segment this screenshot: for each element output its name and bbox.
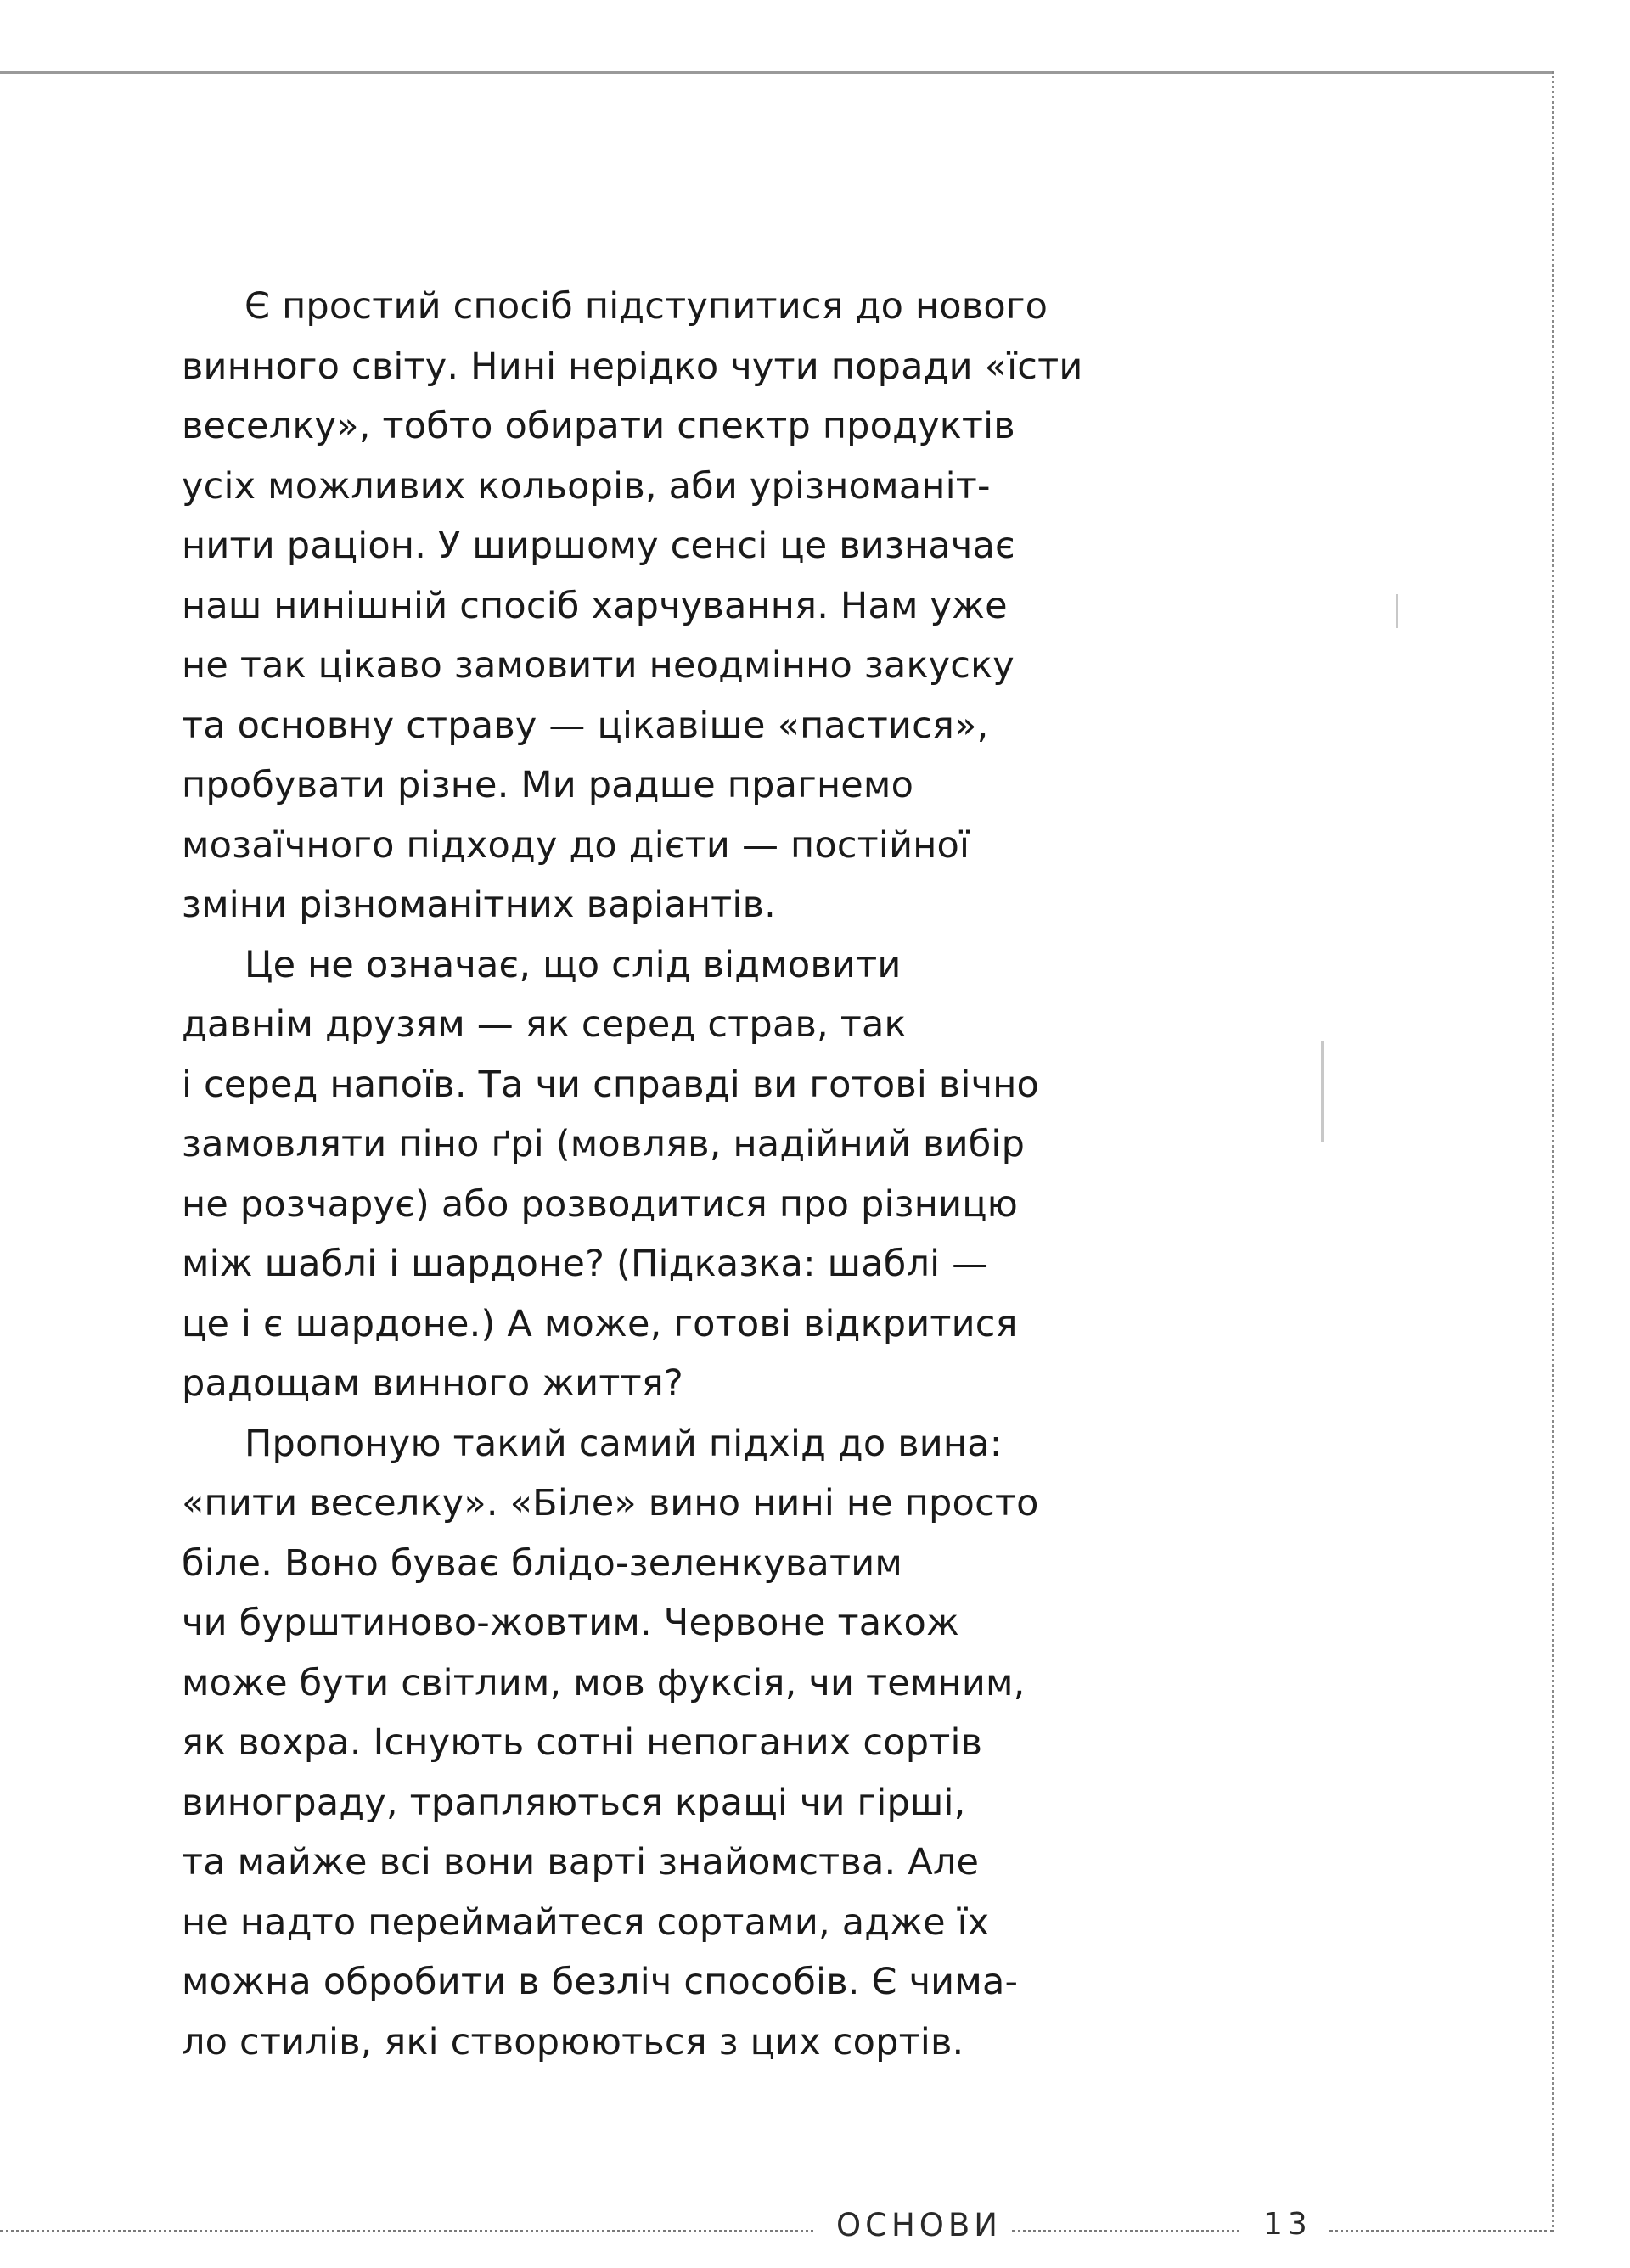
page-number: 13 xyxy=(1263,2207,1312,2242)
text-line: Є простий спосіб підступитися до нового xyxy=(244,285,1048,328)
text-line: наш нинішній спосіб харчування. Нам уже xyxy=(182,584,1008,627)
text-line: давнім друзям — як серед страв, так xyxy=(182,1003,907,1046)
text-line: та майже всі вони варті знайомства. Але xyxy=(182,1841,980,1883)
text-line: «пити веселку». «Біле» вино нині не просто xyxy=(182,1482,1039,1524)
body-text xyxy=(182,277,1083,2072)
text-line: винного світу. Нині нерідко чути поради «їсти xyxy=(182,345,1083,388)
text-line: біле. Воно буває блідо-зеленкуватим xyxy=(182,1541,902,1585)
footer-rule-middle xyxy=(1012,2230,1239,2232)
footer-rule-left xyxy=(0,2230,813,2232)
text-line: Пропоную такий самий підхід до вина: xyxy=(244,1422,1003,1465)
text-line: мозаїчного підходу до дієти — постійної xyxy=(182,823,970,867)
text-line: нити раціон. У ширшому сенсі це визначає xyxy=(182,525,1015,567)
scan-speck xyxy=(1321,1041,1324,1142)
text-line: Це не означає, що слід відмовити xyxy=(244,943,902,986)
text-line: як вохра. Існують сотні непоганих сортів xyxy=(182,1721,983,1764)
text-line: зміни різноманітних варіантів. xyxy=(182,884,776,926)
paragraph-3 xyxy=(182,1414,1065,2073)
scan-speck xyxy=(1396,594,1398,628)
text-line: замовляти піно ґрі (мовляв, надійний вибір xyxy=(182,1123,1026,1165)
running-footer-section: ОСНОВИ xyxy=(836,2207,1002,2243)
page-right-border xyxy=(1552,71,1554,2227)
footer-rule-right xyxy=(1329,2230,1554,2232)
text-line: чи бурштиново-жовтим. Червоне також xyxy=(182,1602,959,1644)
text-line: можна обробити в безліч способів. Є чима- xyxy=(182,1961,1019,2003)
text-line: винограду, трапляються кращі чи гірші, xyxy=(182,1781,966,1824)
text-line: не так цікаво замовити неодмінно закуску xyxy=(182,644,1015,687)
text-line: радощам винного життя? xyxy=(182,1362,683,1405)
page-top-border xyxy=(0,71,1554,74)
text-line: пробувати різне. Ми радше прагнемо xyxy=(182,764,914,806)
text-line: може бути світлим, мов фуксія, чи темним, xyxy=(182,1661,1026,1704)
text-line: не надто переймайтеся сортами, адже їх xyxy=(182,1900,990,1944)
text-line: і серед напоїв. Та чи справді ви готові вічно xyxy=(182,1063,1040,1106)
text-line: усіх можливих кольорів, аби урізноманіт- xyxy=(182,464,991,508)
text-line: веселку», тобто обирати спектр продуктів xyxy=(182,405,1015,447)
text-line: та основну страву — цікавіше «пастися», xyxy=(182,704,989,747)
text-line: між шаблі і шардоне? (Підказка: шаблі — xyxy=(182,1243,989,1285)
text-line: це і є шардоне.) А може, готові відкритися xyxy=(182,1302,1018,1345)
text-line: ло стилів, які створюються з цих сортів. xyxy=(182,2020,964,2063)
text-line: не розчарує) або розводитися про різницю xyxy=(182,1182,1019,1226)
page-footer xyxy=(0,2207,1554,2258)
paragraph-1 xyxy=(182,277,1083,935)
paragraph-2 xyxy=(182,935,1065,1414)
